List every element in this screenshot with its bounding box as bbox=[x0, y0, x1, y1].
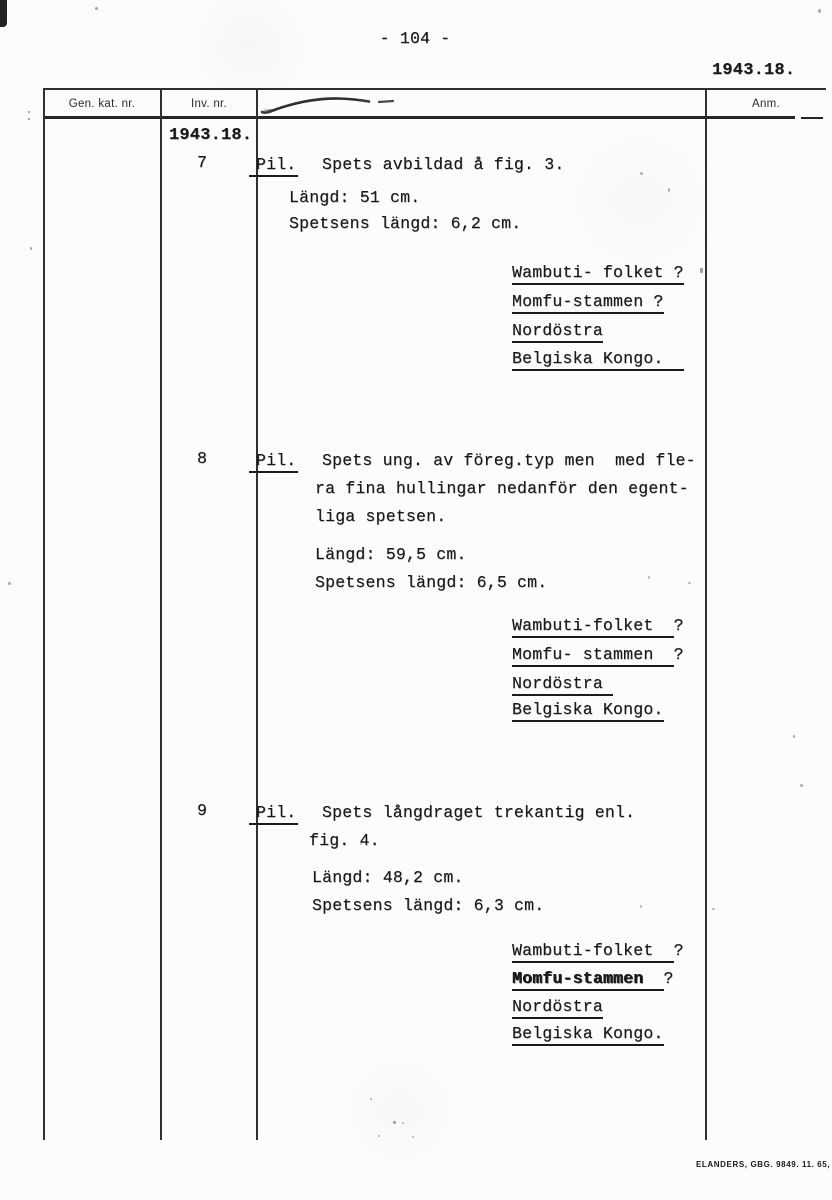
table-divider-inv-body bbox=[256, 88, 258, 1140]
entry-description-line: liga spetsen. bbox=[315, 507, 447, 526]
attribution-line bbox=[512, 940, 684, 962]
attribution-text: Wambuti-folket bbox=[512, 941, 674, 963]
attribution-text: Wambuti- folket ? bbox=[512, 263, 684, 285]
scan-speck bbox=[370, 1098, 372, 1100]
entry-inv-no: 8 bbox=[197, 449, 208, 468]
attribution-text: Nordöstra bbox=[512, 321, 603, 343]
attribution-line bbox=[512, 1023, 664, 1045]
attribution-line bbox=[512, 262, 684, 284]
object-label-text: Pil. bbox=[249, 803, 298, 825]
object-label-text: Pil. bbox=[249, 155, 298, 177]
attribution-line bbox=[512, 644, 684, 666]
attribution-text: Momfu-stammen bbox=[512, 969, 664, 991]
page-number: - 104 - bbox=[379, 29, 451, 48]
entry-object-label bbox=[249, 802, 298, 824]
attribution-tail: ? bbox=[673, 645, 684, 664]
attribution-text: Momfu- stammen bbox=[512, 645, 674, 667]
entry-measurement: Spetsens längd: 6,2 cm. bbox=[289, 214, 522, 233]
scan-artifact bbox=[0, 0, 7, 27]
scan-speck bbox=[793, 735, 795, 738]
entry-description-line: Spets ung. av föreg.typ men med fle- bbox=[322, 451, 696, 470]
scan-speck bbox=[378, 1135, 380, 1137]
scan-speck bbox=[8, 582, 11, 585]
entry-inv-no: 7 bbox=[197, 153, 208, 172]
scan-speck bbox=[800, 784, 803, 787]
scan-speck bbox=[360, 843, 362, 845]
table-divider-body-anm bbox=[705, 88, 707, 1140]
entry-description-line: Spets långdraget trekantig enl. bbox=[322, 803, 636, 822]
entry-description-line: fig. 4. bbox=[309, 831, 380, 850]
attribution-text: Belgiska Kongo. bbox=[512, 1024, 664, 1046]
attribution-line bbox=[512, 291, 664, 313]
attribution-text: Belgiska Kongo. bbox=[512, 349, 684, 371]
attribution-tail: ? bbox=[673, 941, 684, 960]
scan-speck bbox=[640, 172, 643, 175]
catalog-year-ref: 1943.18. bbox=[712, 61, 796, 80]
scan-speck bbox=[412, 1136, 414, 1138]
scan-speck bbox=[640, 905, 642, 908]
column-header-gen-kat-nr: Gen. kat. nr. bbox=[68, 98, 136, 110]
attribution-line bbox=[512, 996, 603, 1018]
column-header-inv-nr: Inv. nr. bbox=[190, 98, 228, 110]
scan-speck bbox=[30, 247, 32, 250]
column-header-anm: Anm. bbox=[751, 98, 781, 110]
attribution-text: Belgiska Kongo. bbox=[512, 700, 664, 722]
table-border-left bbox=[43, 88, 45, 1140]
entry-description-line: Spets avbildad å fig. 3. bbox=[322, 155, 565, 174]
scan-speck bbox=[688, 582, 691, 584]
entry-measurement: Längd: 48,2 cm. bbox=[312, 868, 464, 887]
pen-scribble bbox=[259, 92, 409, 118]
attribution-line bbox=[512, 673, 613, 695]
entry-object-label bbox=[249, 154, 298, 176]
attribution-tail: ? bbox=[663, 969, 674, 988]
object-label-text: Pil. bbox=[249, 451, 298, 473]
scan-speck bbox=[393, 1121, 396, 1124]
entry-inv-no: 9 bbox=[197, 801, 208, 820]
scan-speck bbox=[402, 1122, 404, 1124]
scan-speck bbox=[712, 908, 715, 910]
printer-mark: ELANDERS, GBG. 9849. 11. 65, bbox=[696, 1160, 831, 1169]
attribution-text: Nordöstra bbox=[512, 997, 603, 1019]
entry-measurement: Längd: 59,5 cm. bbox=[315, 545, 467, 564]
attribution-text: Wambuti-folket bbox=[512, 616, 674, 638]
scan-speck bbox=[28, 111, 30, 113]
entry-measurement: Spetsens längd: 6,5 cm. bbox=[315, 573, 548, 592]
attribution-text: Momfu-stammen ? bbox=[512, 292, 664, 314]
scan-speck bbox=[668, 188, 670, 192]
inventory-year: 1943.18. bbox=[169, 126, 253, 145]
entry-object-label bbox=[249, 450, 298, 472]
scan-speck bbox=[818, 9, 821, 13]
scan-speck bbox=[700, 268, 703, 273]
scan-speck bbox=[28, 118, 30, 120]
table-header-divider-fragment bbox=[801, 117, 823, 119]
attribution-line bbox=[512, 348, 684, 370]
attribution-line bbox=[512, 699, 664, 721]
table-divider-genkat-inv bbox=[160, 88, 162, 1140]
attribution-line bbox=[512, 968, 674, 990]
scan-speck bbox=[648, 576, 650, 579]
entry-description-line: ra fina hullingar nedanför den egent- bbox=[315, 479, 689, 498]
attribution-line bbox=[512, 615, 684, 637]
scan-speck bbox=[95, 7, 98, 10]
attribution-line bbox=[512, 320, 603, 342]
attribution-tail: ? bbox=[673, 616, 684, 635]
attribution-text: Nordöstra bbox=[512, 674, 613, 696]
table-header-divider bbox=[43, 116, 795, 119]
entry-measurement: Längd: 51 cm. bbox=[289, 188, 421, 207]
entry-measurement: Spetsens längd: 6,3 cm. bbox=[312, 896, 545, 915]
